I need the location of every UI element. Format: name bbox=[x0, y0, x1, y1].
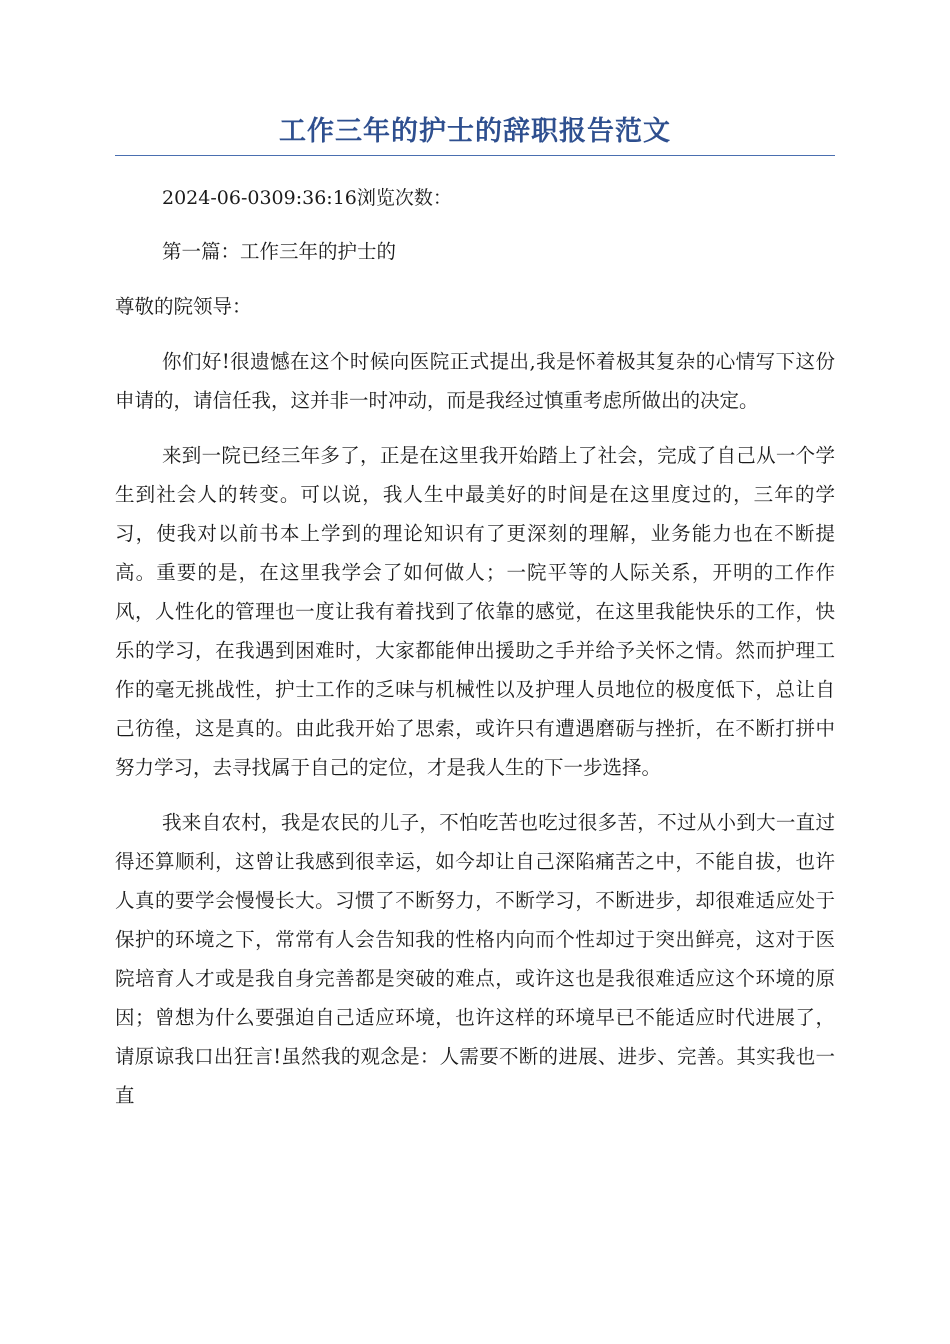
section-heading: 第一篇：工作三年的护士的 bbox=[162, 240, 397, 263]
salutation: 尊敬的院领导： bbox=[115, 295, 252, 318]
paragraph-1: 你们好!很遗憾在这个时候向医院正式提出,我是怀着极其复杂的心情写下这份申请的，请信任我，这并非一时冲动，而是我经过慎重考虑所做出的决定。 bbox=[115, 350, 835, 412]
paragraph-2: 来到一院已经三年多了，正是在这里我开始踏上了社会，完成了自己从一个学生到社会人的转变。可以说，我人生中最美好的时间是在这里度过的，三年的学习，使我对以前书本上学到的理论知识有了更深刻的理解，业务能力也在不断提高。重要的是，在这里我学会了如何做人；一院平等的人际关系，开明的工作作风，人性化的管理也一度让我有着找到了依靠的感觉，在这里我能快乐的工作，快乐的学习，在我遇到困难时，大家都能伸出援助之手并给予关怀之情。然而护理工作的毫无挑战性，护士工作的乏味与机械性以及护理人员地位的极度低下，总让自己彷徨，这是真的。由此我开始了思索，或许只有遭遇磨砺与挫折，在不断打拼中努力学习，去寻找属于自己的定位，才是我人生的下一步选择。 bbox=[115, 444, 835, 779]
title-underline bbox=[115, 155, 835, 156]
paragraph-3: 我来自农村，我是农民的儿子，不怕吃苦也吃过很多苦，不过从小到大一直过得还算顺利，这曾让我感到很幸运，如今却让自己深陷痛苦之中，不能自拔，也许人真的要学会慢慢长大。习惯了不断努力，不断学习，不断进步，却很难适应处于保护的环境之下，常常有人会告知我的性格内向而个性却过于突出鲜亮，这对于医院培育人才或是我自身完善都是突破的难点，或许这也是我很难适应这个环境的原因；曾想为什么要强迫自己适应环境，也许这样的环境早已不能适应时代进展了，请原谅我口出狂言!虽然我的观念是：人需要不断的进展、进步、完善。其实我也一直 bbox=[115, 811, 835, 1107]
document-title: 工作三年的护士的辞职报告范文 bbox=[279, 116, 671, 147]
document-page bbox=[115, 110, 835, 1115]
document-meta: 2024-06-0309:36:16浏览次数： bbox=[162, 187, 452, 209]
